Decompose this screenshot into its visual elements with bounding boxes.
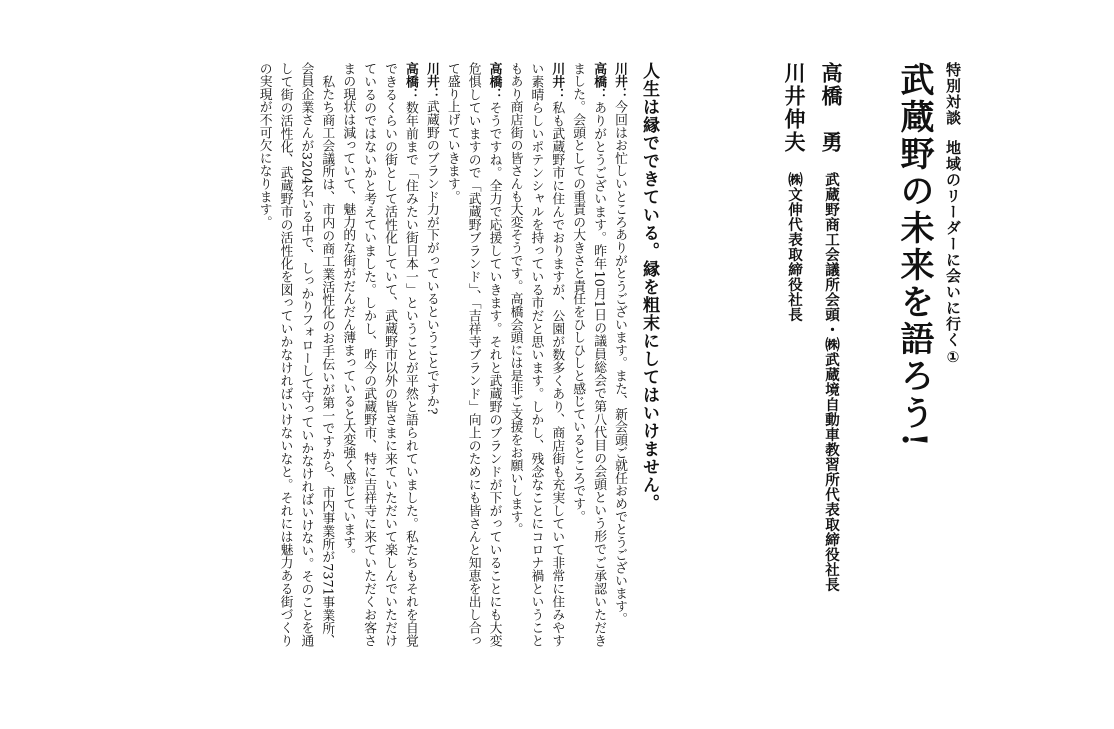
person-name: 高橋 勇 xyxy=(819,62,843,154)
series-label xyxy=(943,62,964,367)
article-body xyxy=(129,62,629,647)
person-name: 川井伸夫 xyxy=(782,62,806,154)
dialogue-text: 武蔵野のブランド力が下がっているということですか? xyxy=(423,100,439,415)
dialogue-paragraph xyxy=(441,62,504,647)
dialogue-text: 私も武蔵野市に住んでおりますが、公園が数多くあり、商店街も充実していて非常に住みやすい素晴らしいポテンシャルを持っている市だと思います。しかし、残念なことにコロナ禍ということもあり商店街の皆さんも大変そうです。高橋会頭には是非ご支援をお願いします。 xyxy=(507,62,565,647)
speaker-name: 高橋： xyxy=(402,62,418,102)
dialogue-paragraph xyxy=(608,62,629,647)
speaker-name: 高橋： xyxy=(591,62,607,102)
dialogue-paragraph xyxy=(420,62,441,647)
series-prefix: 特別対談 xyxy=(944,62,962,126)
dialogue-text: 今回はお忙しいところありがとうございます。また、新会頭ご就任おめでとうございます。 xyxy=(612,100,627,626)
dialogue-text: 私たち商工会議所は、市内の商工業活性化のお手伝いが第一ですから、市内事業所が7371事業所、会員企業さんが3204名いる中で、しっかりフォローして守っていかなければいけない。そのことを通して街の活性化、武蔵野市の活性化を図っていかなければいけないなと。それには魅力ある街づくりの実現が不可欠になります。 xyxy=(256,62,335,647)
speaker-name: 川井： xyxy=(423,62,439,101)
series-subtitle: 地域のリーダーに会いに行く① xyxy=(944,140,962,367)
dialogue-paragraph xyxy=(504,62,567,647)
article-headline: 人生は縁でできている。縁を粗末にしてはいけません。 xyxy=(639,62,659,512)
dialogue-text: 数年前まで「住みたい街日本一」ということが平然と語られていました。私たちもそれを自覚できるくらいの街として活性化していて、武蔵野市以外の皆さまに来ていただいて楽しんでいただけているのではないかと考えていました。しかし、昨今の武蔵野市、特に吉祥寺に来ていただくお客さまの現状は減っていて、魅力的な街がだんだん薄まっていると大変強く感じています。 xyxy=(340,62,418,647)
dialogue-paragraph xyxy=(566,62,608,647)
speaker-name: 高橋： xyxy=(486,62,502,102)
person-kawai xyxy=(779,62,809,322)
dialogue-paragraph xyxy=(336,62,420,647)
dialogue-paragraph xyxy=(253,62,337,647)
dialogue-text: そうですね。全力で応援していきます。それと武蔵野のブランドが下がっていることにも大変危惧していますので「武蔵野ブランド」、「吉祥寺ブランド」向上のためにも皆さんと知恵を出し合って盛り上げていきます。 xyxy=(444,62,502,647)
dialogue-text: ありがとうございます。昨年10月1日の議員総会で第八代目の会頭という形でご承認いただきました。会頭としての重責の大きさと責任をひしひしと感じているところです。 xyxy=(570,62,607,647)
speaker-name: 川井： xyxy=(612,62,627,101)
person-position: ㈱文伸代表取締役社長 xyxy=(786,172,802,322)
speaker-name: 川井： xyxy=(549,62,565,102)
person-takahashi xyxy=(816,62,846,592)
article-title: 武蔵野の未来を語ろう! xyxy=(894,62,934,450)
person-position: 武蔵野商工会議所会頭・㈱武蔵境自動車教習所代表取締役社長 xyxy=(823,172,839,592)
